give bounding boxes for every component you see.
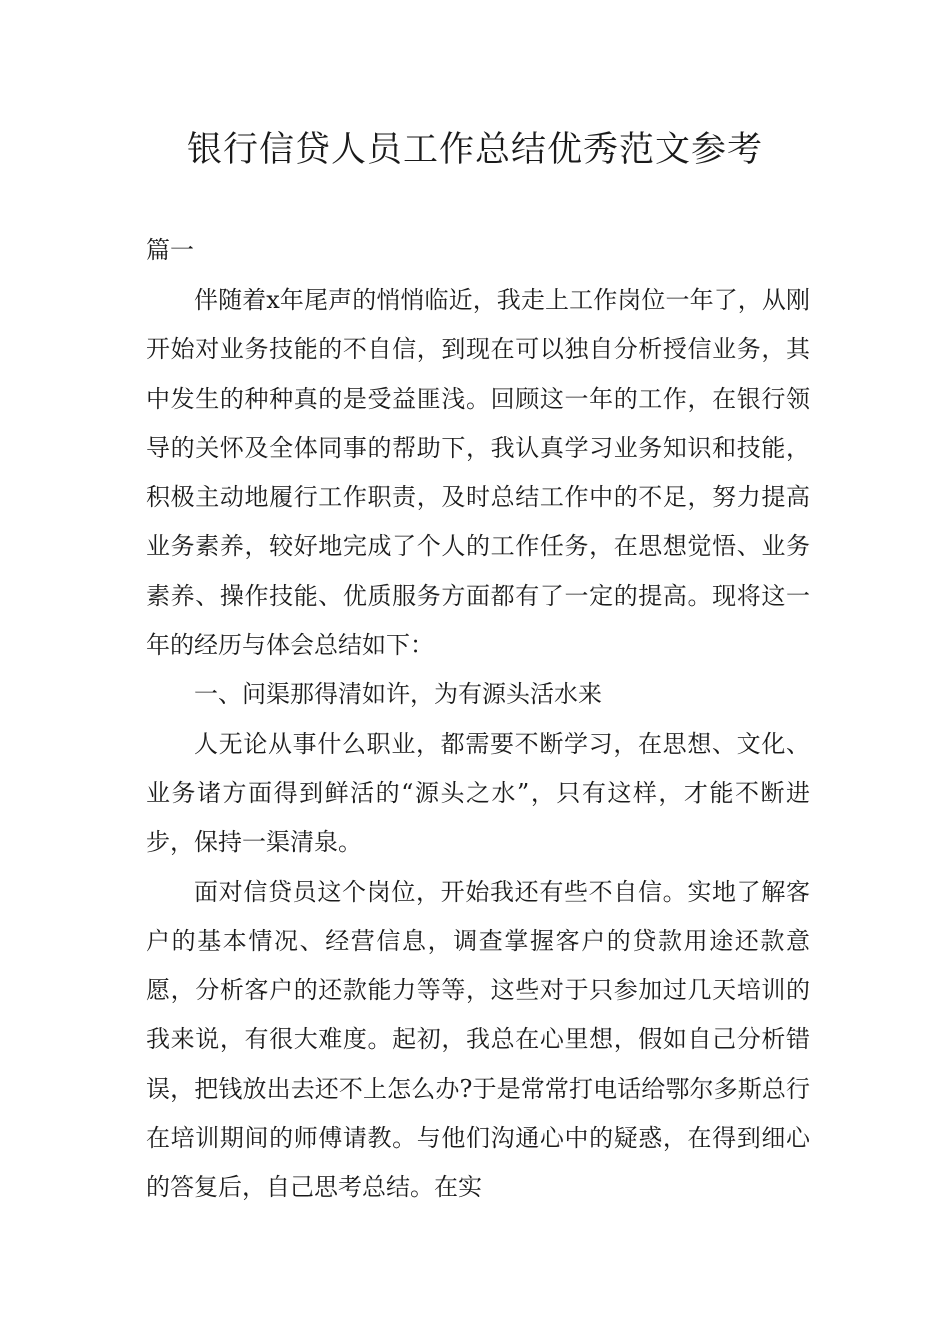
document-title: 银行信贷人员工作总结优秀范文参考	[186, 130, 763, 170]
section-label: 篇一	[146, 236, 194, 264]
paragraph-learning: 人无论从事什么职业，都需要不断学习，在思想、文化、业务诸方面得到鲜活的“源头之水”，只有这样，才能不断进步，保持一渠清泉。	[146, 729, 810, 857]
paragraph-intro: 伴随着x年尾声的悄悄临近，我走上工作岗位一年了，从刚开始对业务技能的不自信，到现在可以独自分析授信业务，其中发生的种种真的是受益匪浅。回顾这一年的工作，在银行领导的关怀及全体同事的帮助下，我认真学习业务知识和技能，积极主动地履行工作职责，及时总结工作中的不足，努力提高业务素养，较好地完成了个人的工作任务，在思想觉悟、业务素养、操作技能、优质服务方面都有了一定的提高。现将这一年的经历与体会总结如下：	[146, 286, 810, 660]
paragraph-credit-officer: 面对信贷员这个岗位，开始我还有些不自信。实地了解客户的基本情况、经营信息，调查掌握客户的贷款用途还款意愿，分析客户的还款能力等等，这些对于只参加过几天培训的我来说，有很大难度。起初，我总在心里想，假如自己分析错误，把钱放出去还不上怎么办?于是常常打电话给鄂尔多斯总行在培训期间的师傅请教。与他们沟通心中的疑惑，在得到细心的答复后，自己思考总结。在实	[146, 877, 810, 1202]
section-heading-one: 一、问渠那得清如许，为有源头活水来	[194, 680, 602, 709]
document-body	[146, 276, 810, 1213]
